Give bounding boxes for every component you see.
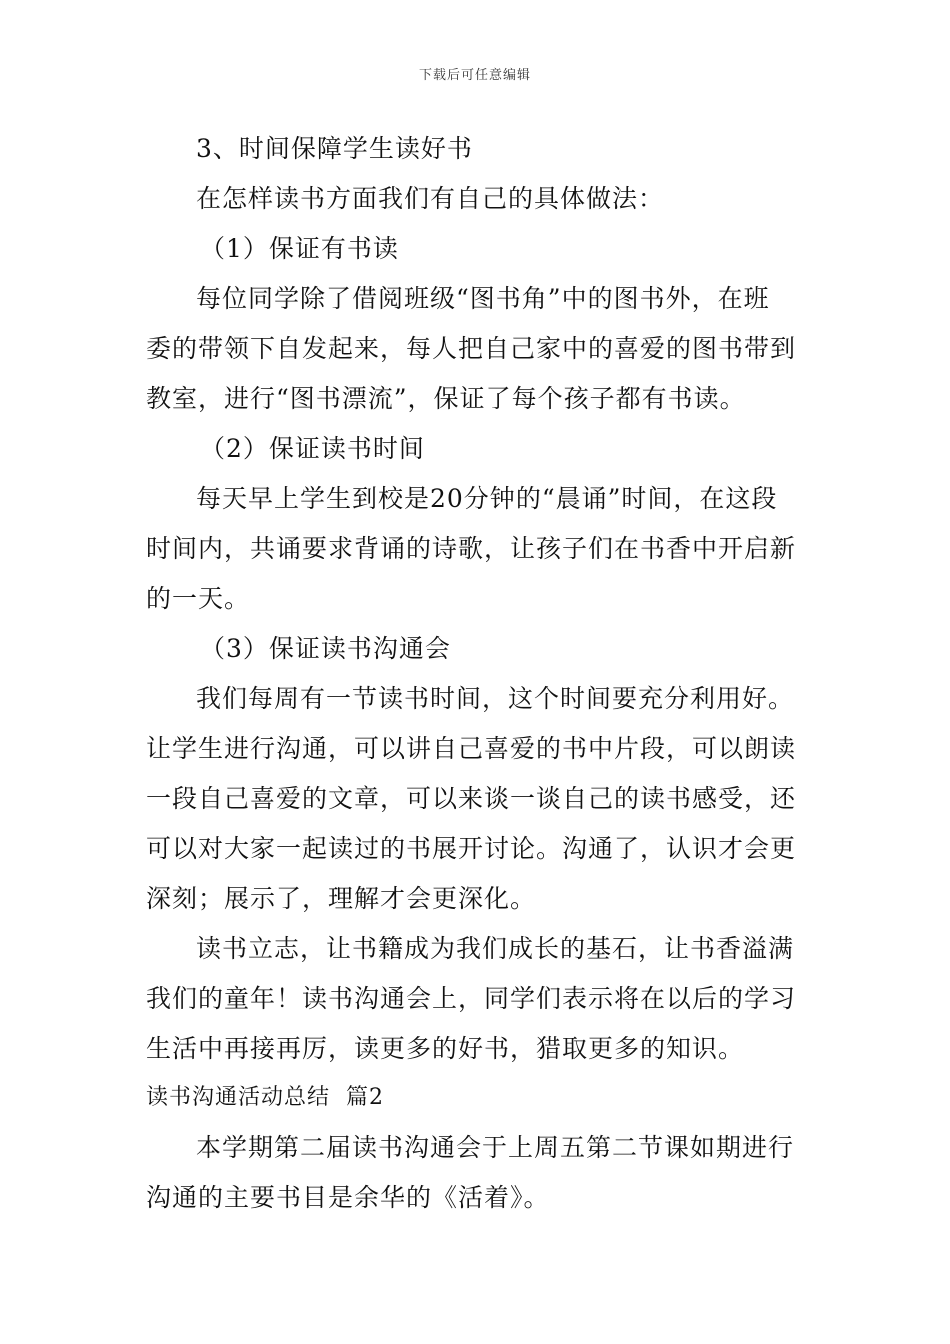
page-header: 下载后可任意编辑 bbox=[418, 68, 531, 83]
subheading-2: （2）保证读书时间 bbox=[200, 434, 425, 463]
paragraph-line: 让学生进行沟通，可以讲自己喜爱的书中片段，可以朗读 bbox=[146, 734, 797, 763]
paragraph-line: 每位同学除了借阅班级“图书角”中的图书外，在班 bbox=[196, 284, 770, 313]
paragraph-line: 委的带领下自发起来，每人把自己家中的喜爱的图书带到 bbox=[146, 334, 797, 363]
paragraph-line: 我们的童年！读书沟通会上，同学们表示将在以后的学习 bbox=[146, 984, 797, 1013]
section-heading: 3、时间保障学生读好书 bbox=[196, 134, 473, 163]
paragraph-line: 沟通的主要书目是余华的《活着》。 bbox=[146, 1183, 550, 1212]
paragraph-line: 我们每周有一节读书时间，这个时间要充分利用好。 bbox=[196, 684, 795, 713]
paragraph-line: 生活中再接再厉，读更多的好书，猎取更多的知识。 bbox=[146, 1034, 745, 1063]
paragraph-line: 可以对大家一起读过的书展开讨论。沟通了，认识才会更 bbox=[146, 834, 797, 863]
paragraph-line: 本学期第二届读书沟通会于上周五第二节课如期进行 bbox=[196, 1133, 795, 1162]
paragraph-line: 在怎样读书方面我们有自己的具体做法： bbox=[196, 184, 665, 213]
subheading-1: （1）保证有书读 bbox=[200, 234, 399, 263]
paragraph-line: 一段自己喜爱的文章，可以来谈一谈自己的读书感受，还 bbox=[146, 784, 797, 813]
paragraph-line: 每天早上学生到校是20分钟的“晨诵”时间，在这段 bbox=[196, 484, 778, 513]
paragraph-line: 读书立志，让书籍成为我们成长的基石，让书香溢满 bbox=[196, 934, 795, 963]
paragraph-line: 深刻；展示了，理解才会更深化。 bbox=[146, 884, 537, 913]
paragraph-line: 教室，进行“图书漂流”，保证了每个孩子都有书读。 bbox=[146, 384, 746, 413]
paragraph-line: 的一天。 bbox=[146, 584, 251, 613]
article-title: 读书沟通活动总结 篇2 bbox=[146, 1085, 384, 1110]
subheading-3: （3）保证读书沟通会 bbox=[200, 634, 451, 663]
paragraph-line: 时间内，共诵要求背诵的诗歌，让孩子们在书香中开启新 bbox=[146, 534, 797, 563]
